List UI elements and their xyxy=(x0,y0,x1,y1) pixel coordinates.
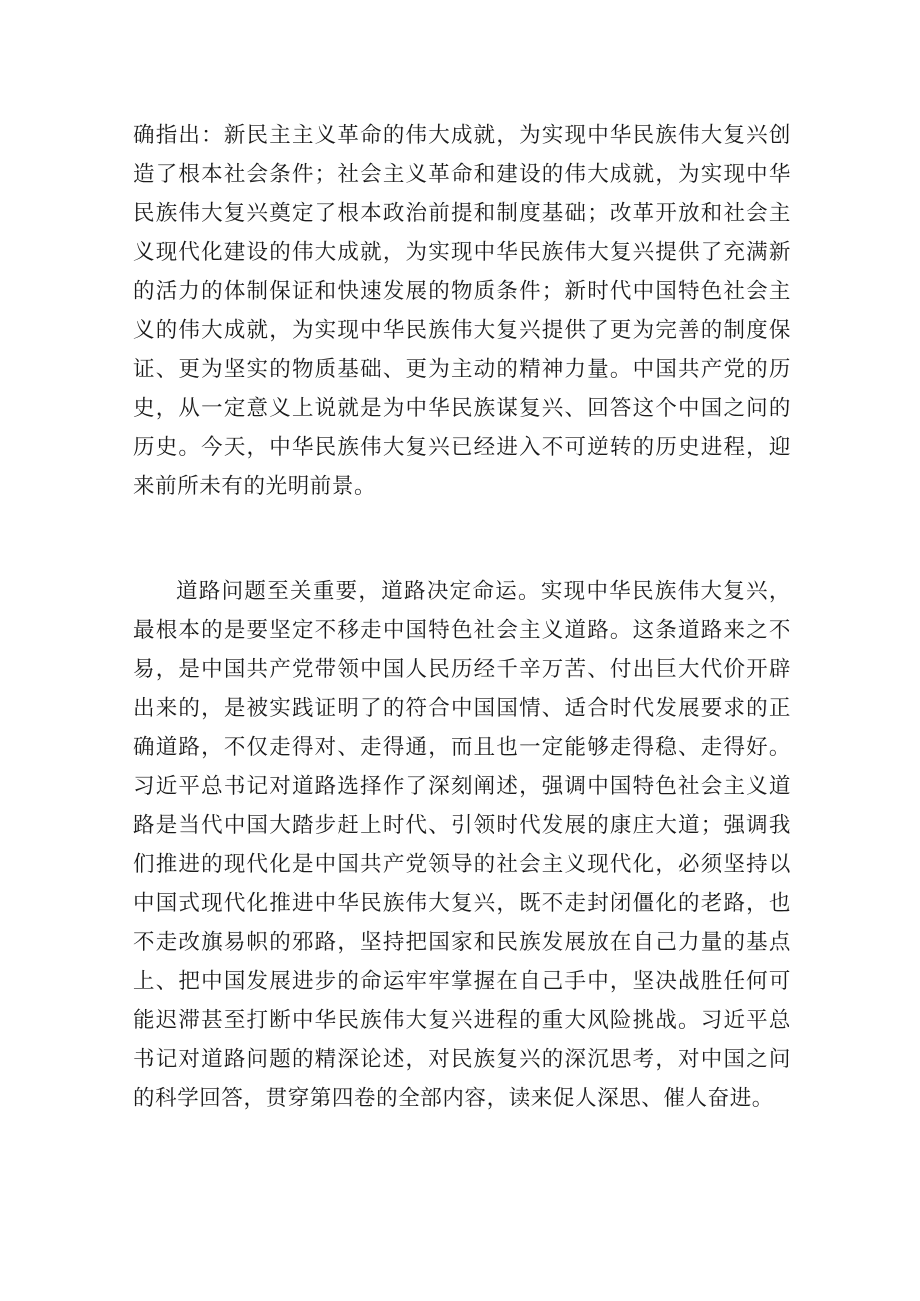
body-paragraph-2 xyxy=(133,572,791,1118)
paragraph-text: 确指出：新民主主义革命的伟大成就，为实现中华民族伟大复兴创造了根本社会条件；社会主义革命和建设的伟大成就，为实现中华民族伟大复兴奠定了根本政治前提和制度基础；改革开放和社会主义现代化建设的伟大成就，为实现中华民族伟大复兴提供了充满新的活力的体制保证和快速发展的物质条件；新时代中国特色社会主义的伟大成就，为实现中华民族伟大复兴提供了更为完善的制度保证、更为坚实的物质基础、更为主动的精神力量。中国共产党的历史，从一定意义上说就是为中华民族谋复兴、回答这个中国之问的历史。今天，中华民族伟大复兴已经进入不可逆转的历史进程，迎来前所未有的光明前景。 xyxy=(133,123,791,499)
paragraph-text: 道路问题至关重要，道路决定命运。实现中华民族伟大复兴，最根本的是要坚定不移走中国特色社会主义道路。这条道路来之不易，是中国共产党带领中国人民历经千辛万苦、付出巨大代价开辟出来的，是被实践证明了的符合中国国情、适合时代发展要求的正确道路，不仅走得对、走得通，而且也一定能够走得稳、走得好。习近平总书记对道路选择作了深刻阐述，强调中国特色社会主义道路是当代中国大踏步赶上时代、引领时代发展的康庄大道；强调我们推进的现代化是中国共产党领导的社会主义现代化，必须坚持以中国式现代化推进中华民族伟大复兴，既不走封闭僵化的老路，也不走改旗易帜的邪路，坚持把国家和民族发展放在自己力量的基点上、把中国发展进步的命运牢牢掌握在自己手中，坚决战胜任何可能迟滞甚至打断中华民族伟大复兴进程的重大风险挑战。习近平总书记对道路问题的精深论述，对民族复兴的深沉思考，对中国之问的科学回答，贯穿第四卷的全部内容，读来促人深思、催人奋进。 xyxy=(133,579,791,1111)
body-paragraph-1 xyxy=(133,116,791,506)
